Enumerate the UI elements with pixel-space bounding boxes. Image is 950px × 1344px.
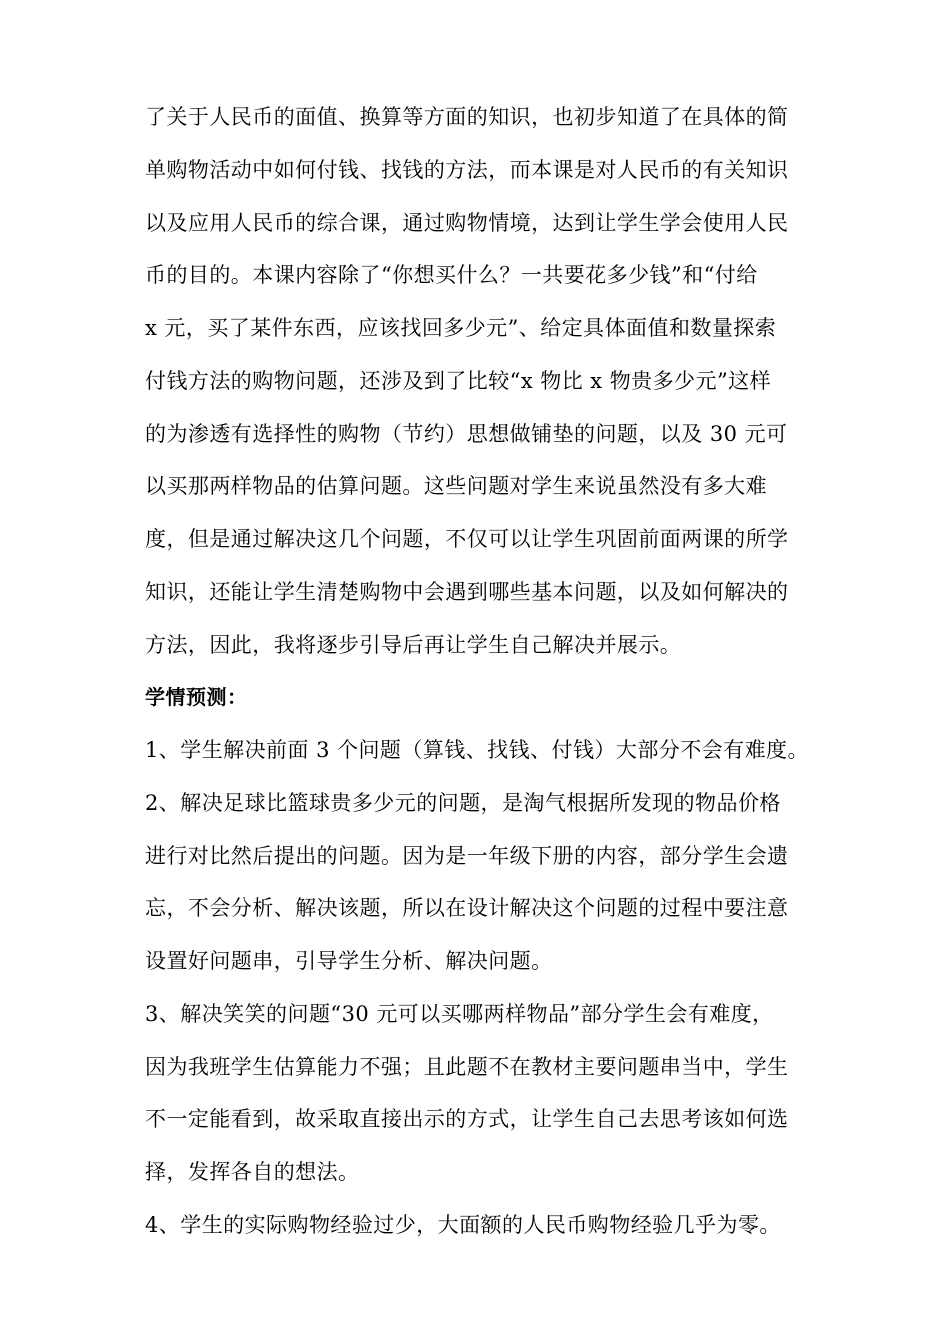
paragraph-line: 币的目的。本课内容除了“你想买什么？一共要花多少钱”和“付给 <box>145 263 758 287</box>
paragraph-line: 的为渗透有选择性的购物（节约）思想做铺垫的问题，以及 30 元可 <box>145 422 788 446</box>
paragraph-line: 设置好问题串，引导学生分析、解决问题。 <box>145 949 553 973</box>
paragraph-line: 不一定能看到，故采取直接出示的方式，让学生自己去思考该如何选 <box>145 1107 789 1131</box>
paragraph-line: 以及应用人民币的综合课，通过购物情境，达到让学生学会使用人民 <box>145 211 789 235</box>
paragraph-line: 了关于人民币的面值、换算等方面的知识，也初步知道了在具体的简 <box>145 105 789 129</box>
list-item: 1、学生解决前面 3 个问题（算钱、找钱、付钱）大部分不会有难度。 <box>145 738 809 762</box>
list-item: 4、学生的实际购物经验过少，大面额的人民币购物经验几乎为零。 <box>145 1213 781 1237</box>
paragraph-line: 付钱方法的购物问题，还涉及到了比较“x 物比 x 物贵多少元”这样 <box>145 369 772 393</box>
paragraph-line: 进行对比然后提出的问题。因为是一年级下册的内容，部分学生会遗 <box>145 844 789 868</box>
paragraph-line: 因为我班学生估算能力不强；且此题不在教材主要问题串当中，学生 <box>145 1055 789 1079</box>
section-heading: 学情预测： <box>145 685 248 709</box>
paragraph-line: 知识，还能让学生清楚购物中会遇到哪些基本问题，以及如何解决的 <box>145 580 789 604</box>
paragraph-line: 忘，不会分析、解决该题，所以在设计解决这个问题的过程中要注意 <box>145 896 789 920</box>
paragraph-line: 单购物活动中如何付钱、找钱的方法，而本课是对人民币的有关知识 <box>145 158 789 182</box>
paragraph-line: x 元，买了某件东西，应该找回多少元”、给定具体面值和数量探索 <box>145 316 777 340</box>
list-item: 3、解决笑笑的问题“30 元可以买哪两样物品”部分学生会有难度， <box>145 1002 774 1026</box>
paragraph-line: 择，发挥各自的想法。 <box>145 1160 360 1184</box>
paragraph-line: 方法，因此，我将逐步引导后再让学生自己解决并展示。 <box>145 633 682 657</box>
list-item: 2、解决足球比篮球贵多少元的问题，是淘气根据所发现的物品价格 <box>145 791 781 815</box>
paragraph-line: 度，但是通过解决这几个问题，不仅可以让学生巩固前面两课的所学 <box>145 527 789 551</box>
paragraph-line: 以买那两样物品的估算问题。这些问题对学生来说虽然没有多大难 <box>145 474 768 498</box>
